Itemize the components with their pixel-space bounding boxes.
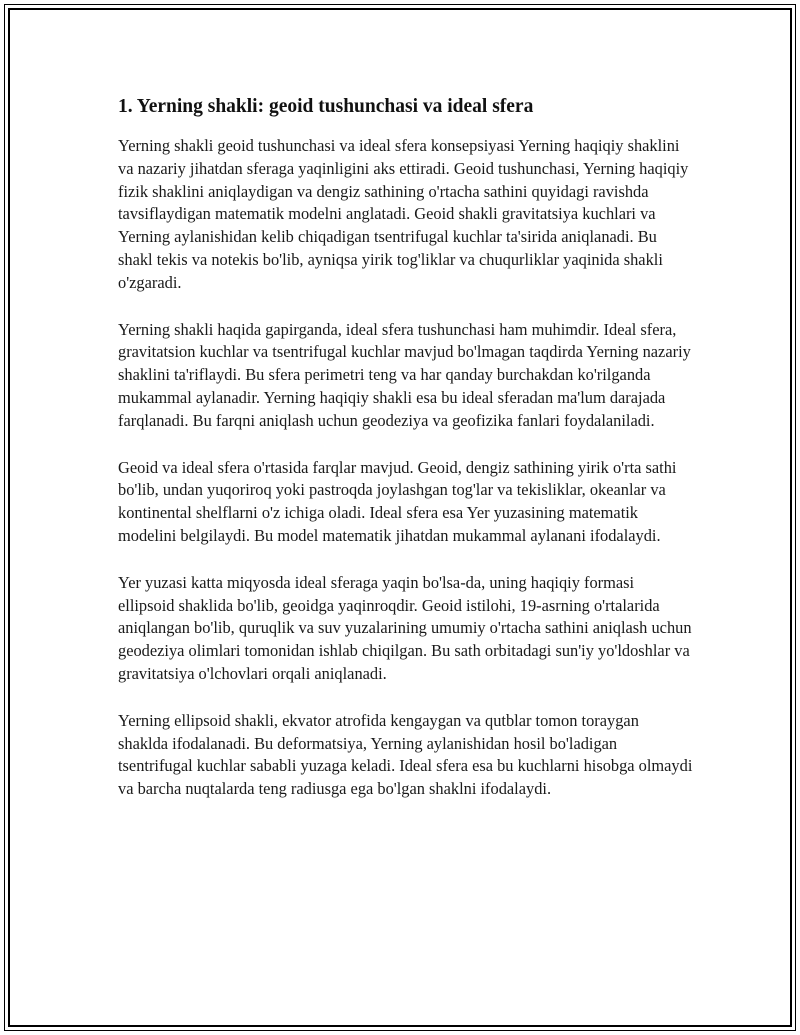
paragraph-3: Geoid va ideal sfera o'rtasida farqlar mavjud. Geoid, dengiz sathining yirik o'rta sathi bo'lib, undan yuqoriroq yoki pastroqda joylashgan tog'lar va tekisliklar, okeanlar va kontinental shelflarni o'z ichiga oladi. Ideal sfera esa Yer yuzasining matematik modelini belgilaydi. Bu model matematik jihatdan mukammal aylanani ifodalaydi. <box>118 457 677 545</box>
document-body <box>118 95 693 825</box>
paragraph-4: Yer yuzasi katta miqyosda ideal sferaga yaqin bo'lsa-da, uning haqiqiy formasi ellipsoid shaklida bo'lib, geoidga yaqinroqdir. Geoid istilohi, 19-asrning o'rtalarida aniqlangan bo'lib, quruqlik va suv yuzalarining umumiy o'rtacha sathini aniqlash uchun geodeziya olimlari tomonidan ishlab chiqilgan. Bu sath orbitadagi sun'iy yo'ldoshlar va gravitatsiya o'lchovlari orqali aniqlanadi. <box>118 572 692 683</box>
section-heading: 1. Yerning shakli: geoid tushunchasi va ideal sfera <box>118 96 534 117</box>
paragraph-5: Yerning ellipsoid shakli, ekvator atrofida kengaygan va qutblar tomon toraygan shaklda ifodalanadi. Bu deformatsiya, Yerning aylanishidan hosil bo'ladigan tsentrifugal kuchlar sababli yuzaga keladi. Ideal sfera esa bu kuchlarni hisobga olmaydi va barcha nuqtalarda teng radiusga ega bo'lgan shaklni ifodalaydi. <box>118 710 693 799</box>
paragraph-2: Yerning shakli haqida gapirganda, ideal sfera tushunchasi ham muhimdir. Ideal sfera, gravitatsion kuchlar va tsentrifugal kuchlar mavjud bo'lmagan taqdirda Yerning nazariy shaklini ta'riflaydi. Bu sfera perimetri teng va har qanday burchakdan ko'rilganda mukammal aylanadir. Yerning haqiqiy shakli esa bu ideal sferadan ma'lum darajada farqlanadi. Bu farqni aniqlash uchun geodeziya va geofizika fanlari foydalaniladi. <box>118 319 691 430</box>
paragraph-1: Yerning shakli geoid tushunchasi va ideal sfera konsepsiyasi Yerning haqiqiy shaklini va nazariy jihatdan sferaga yaqinligini aks ettiradi. Geoid tushunchasi, Yerning haqiqiy fizik shaklini aniqlaydigan va dengiz sathining o'rtacha sathini quyidagi ravishda tavsiflaydigan matematik modelni anglatadi. Geoid shakli gravitatsiya kuchlari va Yerning aylanishidan kelib chiqadigan tsentrifugal kuchlar ta'sirida aniqlanadi. Bu shakl tekis va notekis bo'lib, ayniqsa yirik tog'liklar va chuqurliklar yaqinida shakli o'zgaradi. <box>118 136 689 292</box>
